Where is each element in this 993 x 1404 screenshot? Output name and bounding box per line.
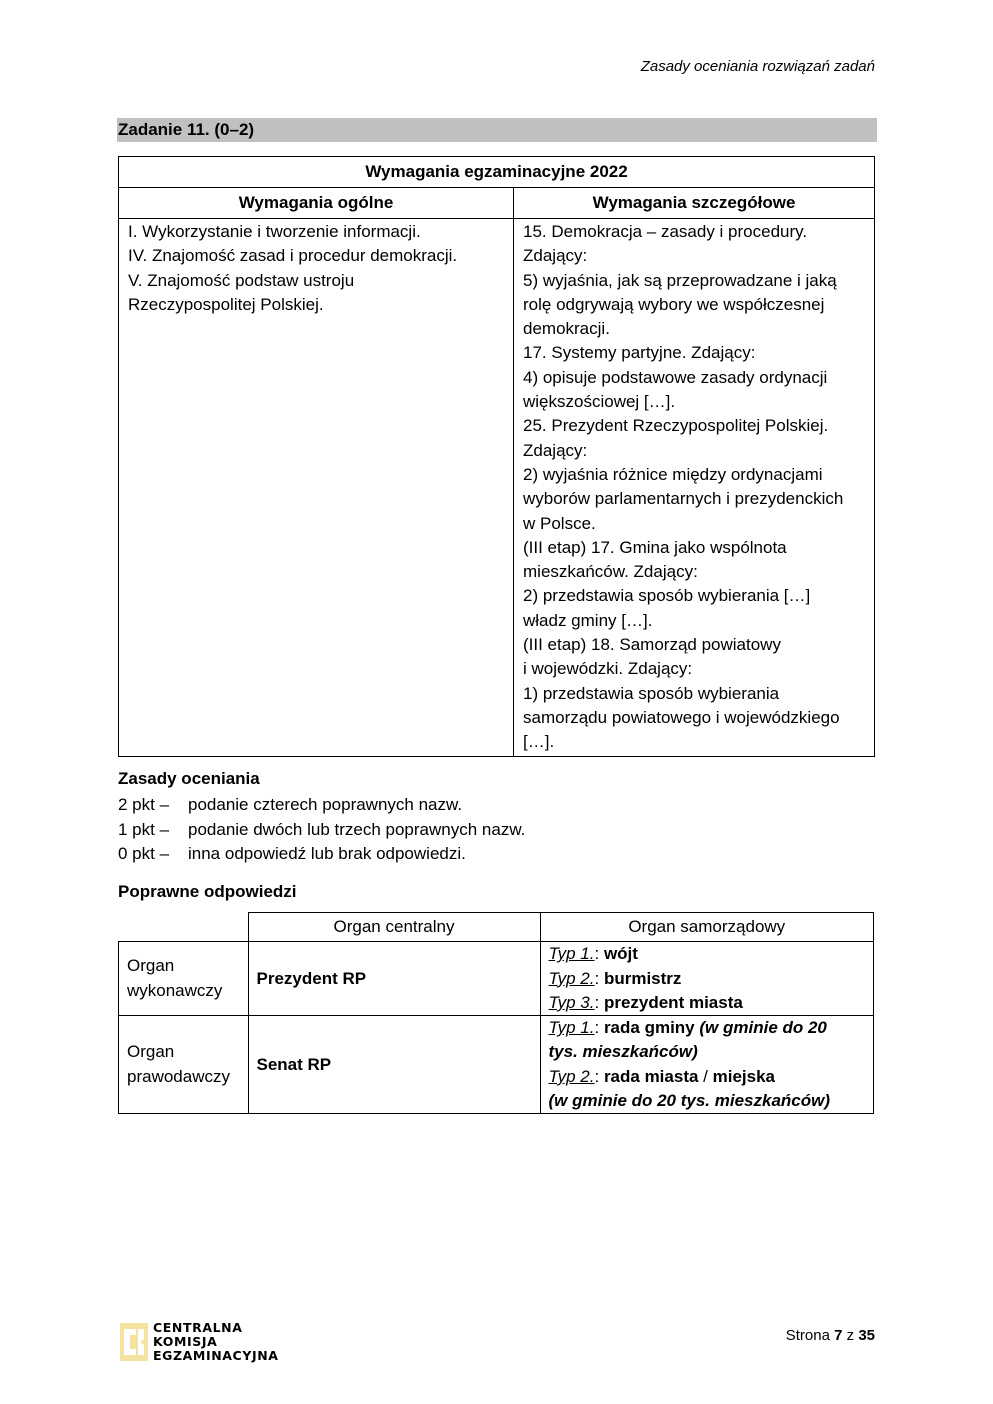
detailed-line: władz gminy […]. (523, 610, 653, 630)
answers-table (118, 912, 874, 1114)
detailed-line: Zdający: (523, 246, 588, 266)
detailed-line: 4) opisuje podstawowe zasady ordynacji (523, 367, 828, 387)
cke-logo-text: CENTRALNA KOMISJA EGZAMINACYJNA (153, 1320, 279, 1363)
score-text: podanie czterech poprawnych nazw. (188, 795, 463, 814)
detailed-requirements (514, 219, 875, 757)
row-legislative-label: Organ prawodawczy (119, 1016, 249, 1114)
general-requirements (119, 219, 514, 757)
detailed-line: […]. (523, 732, 555, 752)
detailed-line: w Polsce. (523, 513, 596, 533)
detailed-line: 2) wyjaśnia różnice między ordynacjami (523, 464, 823, 484)
running-header: Zasady oceniania rozwiązań zadań (640, 58, 875, 75)
general-line: I. Wykorzystanie i tworzenie informacji. (128, 222, 421, 241)
detailed-line: 17. Systemy partyjne. Zdający: (523, 343, 756, 363)
score-row (118, 793, 525, 818)
detailed-line: samorządu powiatowego i wojewódzkiego (523, 707, 840, 727)
detailed-line: (III etap) 18. Samorząd powiatowy (523, 635, 781, 655)
detailed-line: i wojewódzki. Zdający: (523, 659, 693, 679)
general-line: Rzeczypospolitej Polskiej. (128, 294, 324, 314)
detailed-line: wyborów parlamentarnych i prezydenckich (523, 489, 844, 509)
requirements-title: Wymagania egzaminacyjne 2022 (119, 157, 875, 188)
score-text: podanie dwóch lub trzech poprawnych nazw. (188, 819, 526, 839)
col-general-header: Wymagania ogólne (119, 188, 514, 219)
detailed-line: 1) przedstawia sposób wybierania (523, 683, 780, 703)
detailed-line: Zdający: (523, 440, 588, 460)
empty-corner-cell (119, 913, 249, 942)
legislative-local: Typ 1.: rada gminy (w gminie do 20 tys. mieszkańców) Typ 2.: rada miasta / miejska (w gminie do 20 tys. mieszkańców) (540, 1016, 874, 1114)
executive-local: Typ 1.: wójt Typ 2.: burmistrz Typ 3.: prezydent miasta (540, 942, 874, 1016)
cke-logo (120, 1321, 279, 1363)
col-local-header: Organ samorządowy (540, 913, 874, 942)
col-central-header: Organ centralny (248, 913, 540, 942)
scoring-list (118, 793, 525, 867)
detailed-line: 2) przedstawia sposób wybierania […] (523, 586, 811, 606)
detailed-line: mieszkańców. Zdający: (523, 562, 698, 582)
score-row (118, 842, 525, 867)
general-line: V. Znajomość podstaw ustroju (128, 270, 355, 290)
detailed-line: większościowej […]. (523, 392, 676, 412)
score-points: 0 pkt – (118, 844, 170, 863)
row-executive-label: Organ wykonawczy (119, 942, 249, 1016)
scoring-title: Zasady oceniania (118, 769, 260, 788)
detailed-line: 5) wyjaśnia, jak są przeprowadzane i jaką (523, 270, 837, 290)
page-number: Strona 7 z 35 (785, 1327, 875, 1344)
detailed-line: 15. Demokracja – zasady i procedury. (523, 222, 808, 241)
score-points: 1 pkt – (118, 819, 170, 839)
score-points: 2 pkt – (118, 795, 170, 814)
detailed-line: demokracji. (523, 319, 610, 339)
legislative-central: Senat RP (248, 1016, 540, 1114)
detailed-line: rolę odgrywają wybory we współczesnej (523, 294, 825, 314)
detailed-line: (III etap) 17. Gmina jako wspólnota (523, 537, 787, 557)
answers-title: Poprawne odpowiedzi (118, 882, 297, 901)
score-row (118, 818, 525, 843)
task-title: Zadanie 11. (0–2) (117, 118, 877, 142)
score-text: inna odpowiedź lub brak odpowiedzi. (188, 844, 466, 863)
cke-logo-icon (120, 1323, 148, 1361)
executive-central: Prezydent RP (248, 942, 540, 1016)
col-detailed-header: Wymagania szczegółowe (514, 188, 875, 219)
detailed-line: 25. Prezydent Rzeczypospolitej Polskiej. (523, 416, 829, 436)
requirements-table (118, 156, 875, 757)
general-line: IV. Znajomość zasad i procedur demokracji. (128, 246, 458, 266)
